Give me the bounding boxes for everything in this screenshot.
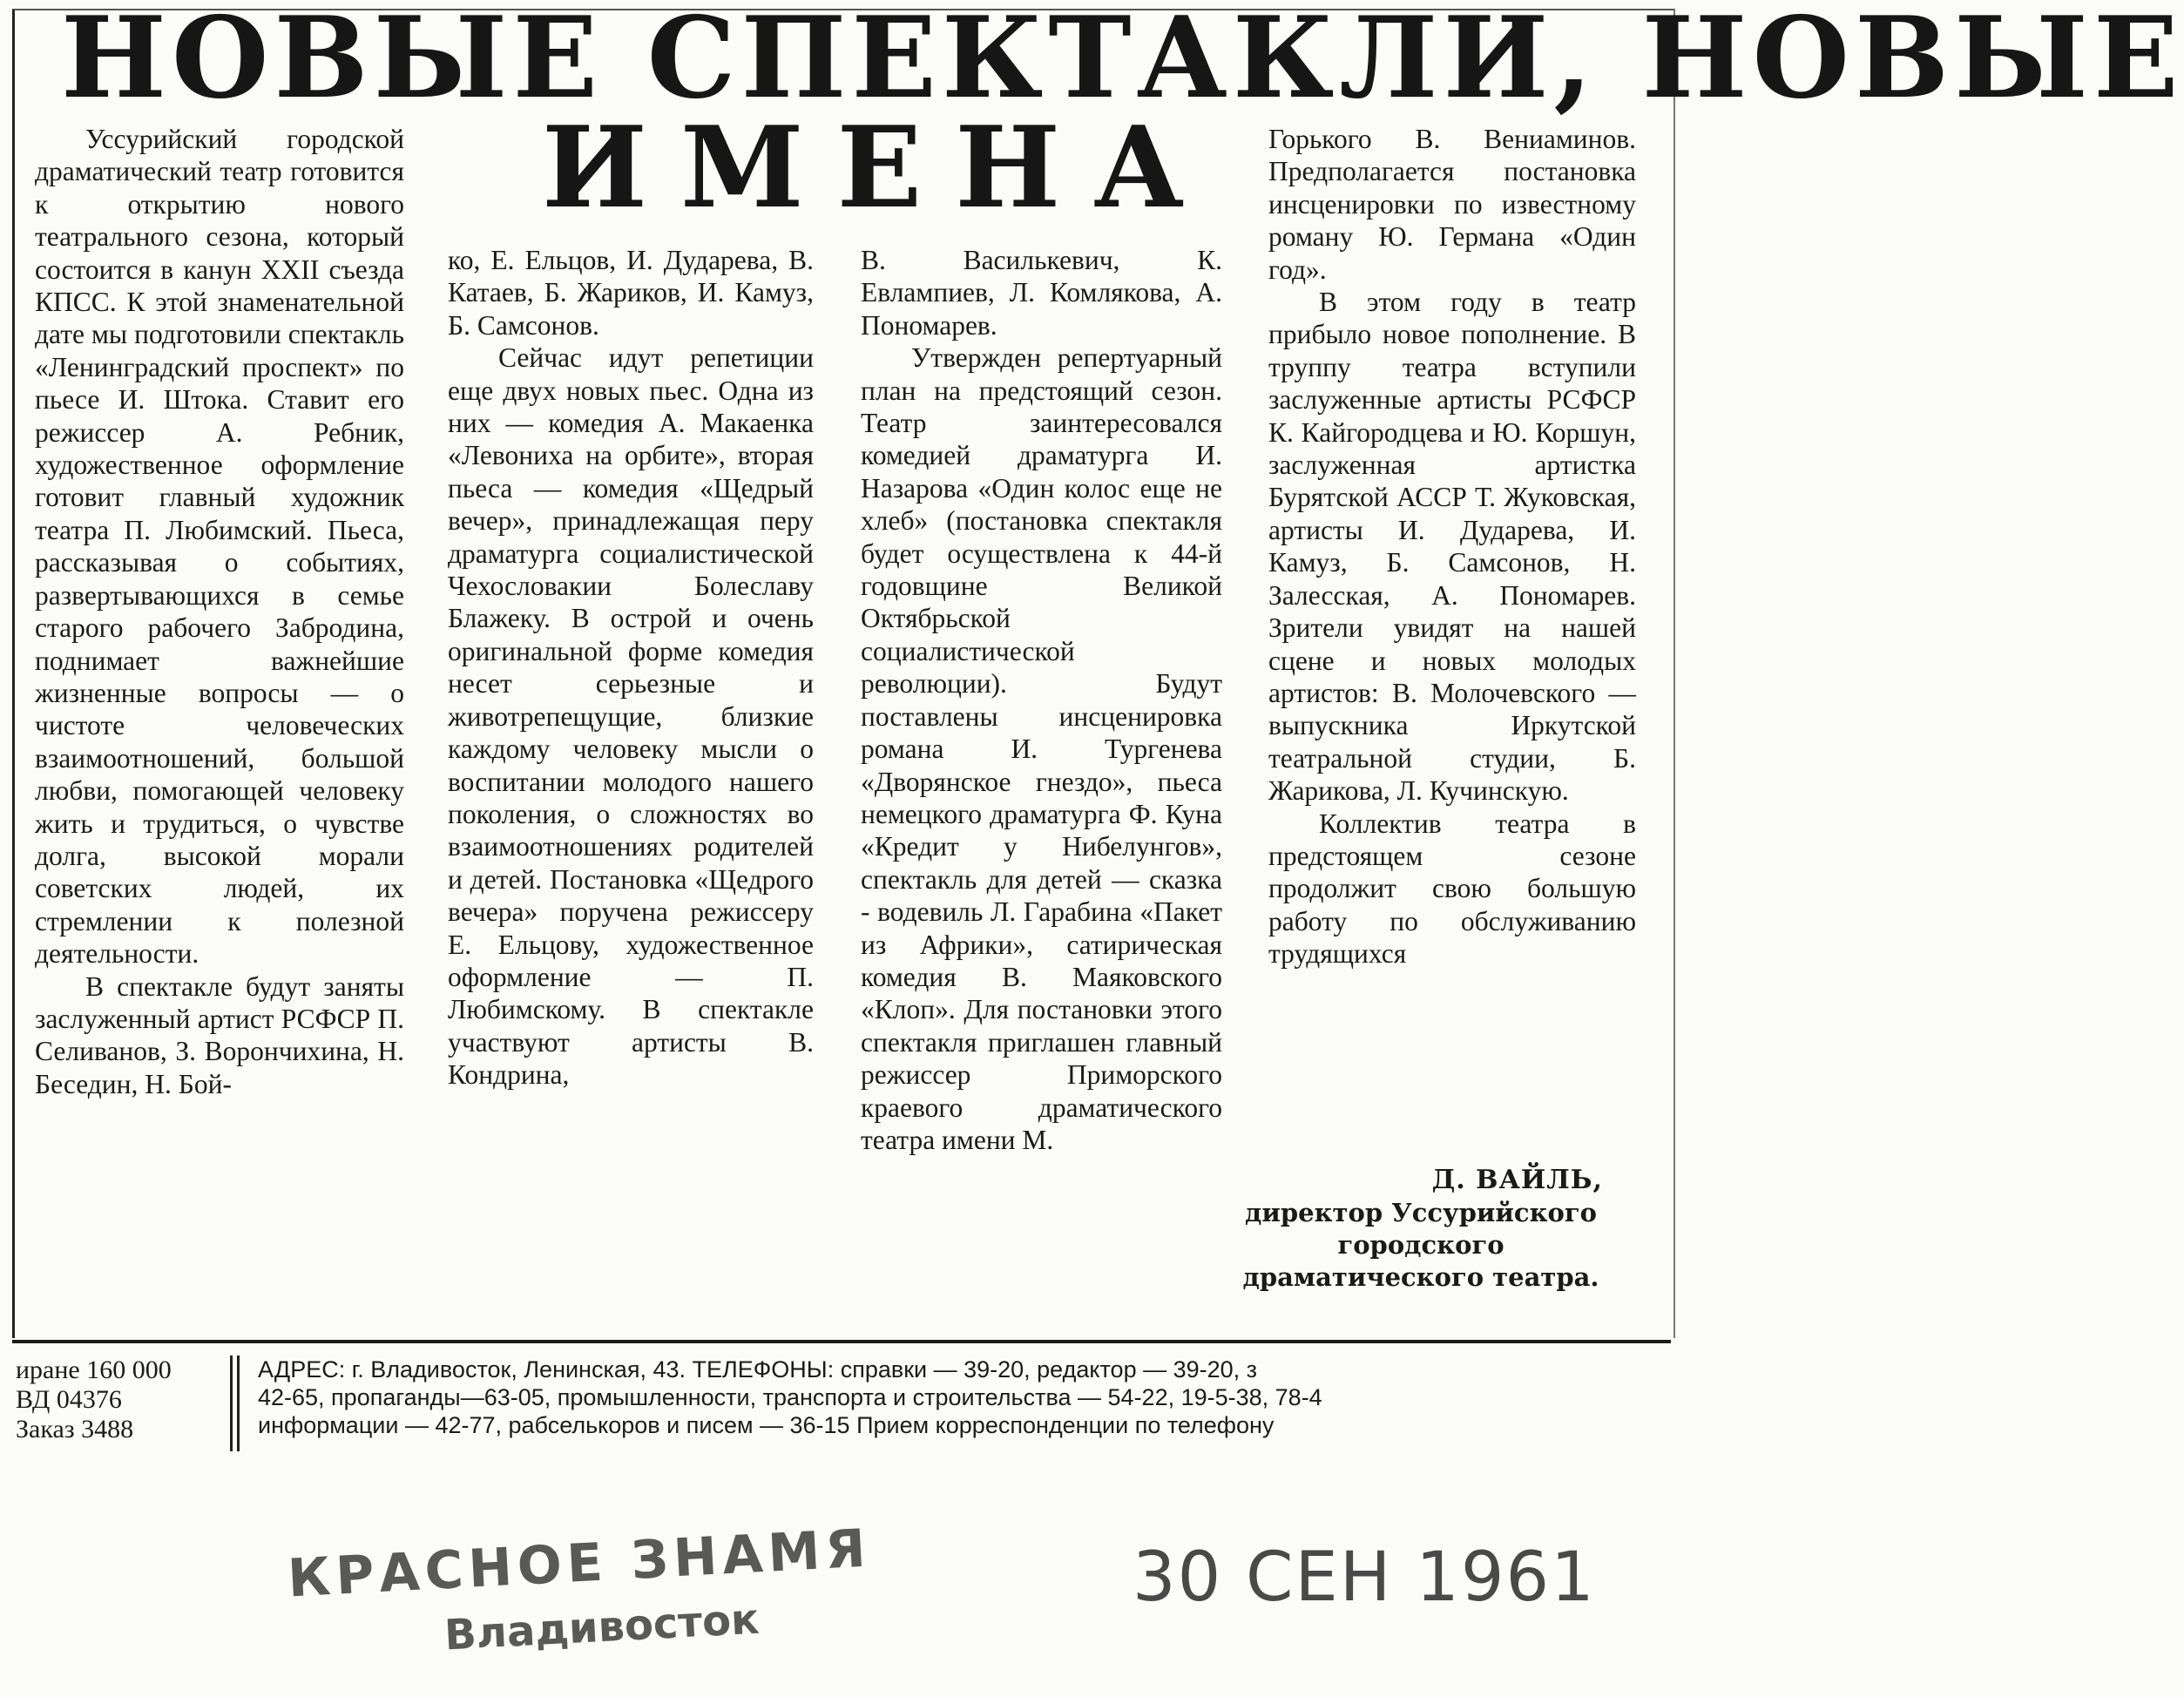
- address-line: АДРЕС: г. Владивосток, Ленинская, 43. ТЕЛЕФОНЫ: справки — 39-20, редактор — 39-20, з: [258, 1356, 1258, 1383]
- newspaper-stamp: КРАСНОЕ ЗНАМЯ: [286, 1518, 873, 1610]
- footer-rule: [12, 1340, 1671, 1343]
- paragraph: Сейчас идут репетиции еще двух новых пьес. Одна из них — комедия А. Макаенка «Левониха на орбите», вторая пьеса — комедия «Щедрый вечер», принадлежащая перу драматурга социалистической Чехословакии Болеславу Блажеку. В острой и очень оригинальной форме комедия несет серьезные и животрепещущие, близкие каждому человеку мысли о воспитании молодого нашего поколения, о сложностях во взаимоотношениях родителей и детей. Постановка «Щедрого вечера» поручена режиссеру Е. Ельцову, художественное оформление — П. Любимскому. В спектакле участвуют артисты В. Кондрина,: [448, 342, 814, 1091]
- order-number: Заказ 3488: [16, 1415, 134, 1443]
- paragraph: В этом году в театр прибыло новое пополнение. В труппу театра вступили заслуженные артисты РСФСР К. Кайгородцева и Ю. Коршун, заслуженная артистка Бурятской АССР Т. Жуковская, артисты И. Дударева, И. Камуз, Б. Самсонов, Н. Залесская, А. Пономарев. Зрители увидят на нашей сцене и новых молодых артистов: В. Молочевского — выпускника Иркутской театральной студии, Б. Жарикова, Л. Кучинскую.: [1268, 287, 1636, 807]
- permit-number: ВД 04376: [16, 1385, 122, 1414]
- paragraph: Уссурийский городской драматический театр готовится к открытию нового театрального сезона, который состоится в канун XXII съезда КПСС. К этой знаменательной дате мы подготовили спектакль «Ленинградский проспект» по пьесе И. Штока. Ставит его режиссер А. Ребник, художественное оформление готовит главный художник театра П. Любимский. Пьеса, рассказывая о событиях, развертывающихся в семье старого рабочего Забродина, поднимает важнейшие жизненные вопросы — о чистоте человеческих взаимоотношений, большой любви, помогающей человеку жить и трудиться, о чувстве долга, высокой морали советских людей, их стремлении к полезной деятельности.: [35, 124, 404, 970]
- paragraph: Горького В. Вениаминов. Предполагается постановка инсценировки по известному роману Ю. Германа «Один год».: [1268, 124, 1636, 285]
- author-name: Д. ВАЙЛЬ,: [1431, 1165, 1603, 1195]
- address-block: [258, 1356, 1669, 1439]
- paragraph: В спектакле будут заняты заслуженный артист РСФСР П. Селиванов, З. Ворончихина, Н. Беседин, Н. Бой-: [35, 970, 404, 1099]
- address-line: информации — 42-77, рабселькоров и писем — 36-15 Прием корреспонденции по телефону: [258, 1412, 1275, 1438]
- article-column-2: [448, 244, 814, 1092]
- paragraph: ко, Е. Ельцов, И. Дударева, В. Катаев, Б. Жариков, И. Камуз, Б. Самсонов.: [448, 245, 814, 341]
- article-column-4: [1268, 123, 1636, 970]
- print-info: [16, 1356, 225, 1444]
- footer-divider: [237, 1356, 240, 1451]
- author-title: директор Уссурийского городского драматического театра.: [1242, 1198, 1599, 1292]
- paragraph: Коллектив театра в предстоящем сезоне продолжит свою большую работу по обслуживанию трудящихся: [1268, 808, 1636, 970]
- article-column-1: [35, 123, 404, 1100]
- print-run: иране 160 000: [16, 1356, 172, 1384]
- footer-divider: [230, 1356, 233, 1451]
- paragraph: В. Василькевич, К. Евлампиев, Л. Комлякова, А. Пономарев.: [861, 245, 1222, 341]
- article-column-3: [861, 244, 1222, 1156]
- paragraph: Утвержден репертуарный план на предстоящий сезон. Театр заинтересовался комедией драматурга И. Назарова «Один колос еще не хлеб» (постановка спектакля будет осуществлена к 44-й годовщине Великой Октябрьской социалистической революции). Будут поставлены инсценировка романа И. Тургенева «Дворянское гнездо», пьеса немецкого драматурга Ф. Куна «Кредит у Нибелунгов», спектакль для детей — сказка - водевиль Л. Гарабина «Пакет из Африки», сатирическая комедия В. Маяковского «Клоп». Для постановки этого спектакля приглашен главный режиссер Приморского краевого драматического театра имени М.: [861, 342, 1222, 1155]
- headline-line-2: ИМЕНА: [542, 103, 1218, 233]
- headline-line-1: НОВЫЕ СПЕКТАКЛИ, НОВЫЕ: [61, 0, 2184, 124]
- address-line: 42-65, пропаганды—63-05, промышленности, транспорта и строительства — 54-22, 19-5-38, 78-4: [258, 1384, 1322, 1410]
- city-stamp: Владивосток: [443, 1594, 761, 1660]
- date-stamp: 30 СЕН 1961: [1133, 1538, 1596, 1617]
